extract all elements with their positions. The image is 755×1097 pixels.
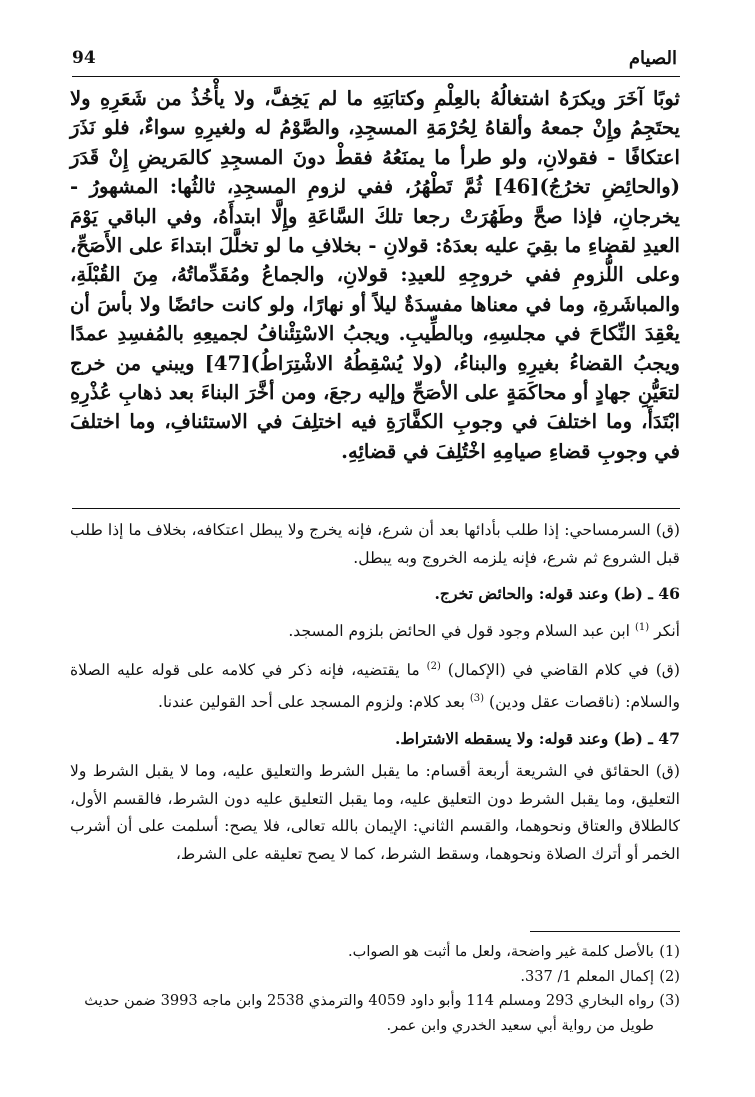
footnote-ref[interactable]: (2) [426,661,441,673]
footnote-text: إكمال المعلم 1/ 337. [520,967,654,985]
main-paragraph: ثوبًا آخَرَ ويكرَهُ اشتغالُهُ بالعِلْمِ وكتابَتِهِ ما لم يَخِفَّ، ولا يأْخُذُ من شَعَرِهِ ولا يحتَجِمُ وإِنْ جمعهُ وألقاهُ لِحُرْمَةِ المسجِدِ، والصَّوْمُ له ولغيرِهِ سواءٌ، فلو نَذَرَ اعتكافًا - فقولانِ، ولو طرأ ما يمنَعُهُ فقطْ دونَ المسجِدِ كالمَريضِ إِنْ قَدَرَ (والحائِضِ تخرُجُ)[46] ثُمَّ تَطْهُرُ، ففي لزومِ المسجِدِ، ثالثُها: المشهورُ - يخرجانِ، فإذا صحَّ وطَهُرَتْ رجعا تلكَ السَّاعَةِ وإِلَّا ابتدأَهُ، وفي الباقي يَوْمَ العيدِ لقضاءِ ما بقِيَ عليه بعدَهُ: قولانِ - بخلافِ ما لو تخلَّلَ ابتداءَ على الأَصَحِّ، وعلى اللُّزومِ ففي خروجِهِ للعيدِ: قولانِ، والجماعُ ومُقَدِّماتُهُ، مِنَ القُبْلَةِ، والمباشَرةِ، وما في معناها مفسدَةٌ ليلاً أو نهارًا، ولو كانت حائضًا ولا بأسَ أن يعْقِدَ النِّكاحَ في مجلسِهِ، وبالطِّيبِ. ويجبُ الاسْتِئْنافُ لجميعِهِ بالمُفسِدِ عمدًا ويجبُ القضاءُ بغيرِهِ والبناءُ، (ولا يُسْقِطُهُ الاشْتِرَاطُ)[47] ويبني من خرج لتعَيُّنِ جهادٍ أو محاكَمَةٍ على الأصَحِّ وإليه رجعَ، ومن أخَّرَ البناءَ بعد ذهابِ عُذْرِهِ ابْتَدَأَ، وما اختلفَ في وجوبِ الكفَّارَةِ فيه اختلِفَ في الاستئنافِ، وما اختلفَ في وجوبِ قضاءِ صيامِهِ اخْتُلِفَ في قضائِهِ. [70,87,680,463]
main-text [70,84,680,466]
footnote-number: (1) [659,943,680,960]
commentary-text: ما يقتضيه، فإنه ذكر في كلامه على قوله عليه الصلاة والسلام: (ناقصات عقل ودين) [70,661,680,712]
page-header [72,48,677,74]
commentary-text: (ق) في كلام القاضي في (الإكمال) [447,661,680,680]
footnote-ref[interactable]: (1) [634,621,650,633]
commentary-text: بعد كلام: ولزوم المسجد على أحد القولين عندنا. [157,693,470,712]
footnote-separator [530,931,680,932]
footnote-text: رواه البخاري 293 ومسلم 114 وأبو داود 4059 والترمذي 2538 وابن ماجه 3993 ضمن حديث طويل من رواية أبي سعيد الخدري وابن عمر. [84,992,654,1034]
header-rule [72,76,680,77]
commentary-text: ابن عبد السلام وجود قول في الحائض بلزوم المسجد. [288,621,635,640]
footnote-1 [70,940,680,965]
footnote-2 [70,965,680,990]
footnote-text: بالأصل كلمة غير واضحة، ولعل ما أثبت هو الصواب. [347,943,654,960]
footnote-number: (2) [659,967,680,985]
footnotes [70,940,680,1038]
commentary-heading-46: 46 ـ (ط) وعند قوله: والحائض تخرج. [434,584,680,603]
commentary-text: أنكر [654,621,680,640]
commentary [70,517,680,876]
running-title: الصيام [628,48,677,69]
footnote-ref[interactable]: (3) [469,692,485,704]
commentary-separator [72,508,680,509]
footnote-number: (3) [659,992,680,1009]
page-number: 94 [72,48,96,68]
commentary-paragraph [70,614,680,646]
commentary-paragraph [70,653,680,716]
commentary-paragraph: (ق) الحقائق في الشريعة أربعة أقسام: ما يقبل الشرط والتعليق عليه، وما لا يقبل الشرط ولا التعليق، وما يقبل الشرط دون التعليق عليه، وما يقبل التعليق عليه دون الشرط، فالقسم الأول، كالطلاق والعتاق ونحوهما، والقسم الثاني: الإيمان بالله تعالى، فلا يصح: أسلمت على أن أشرب الخمر أو أترك الصلاة ونحوهما، وسقط الشرط، كما لا يصح تعليقه على الشرط، [70,762,680,863]
footnote-3 [70,989,680,1038]
commentary-paragraph: (ق) السرمساحي: إذا طلب بأدائها بعد أن شرع، فإنه يخرج ولا يبطل اعتكافه، بخلاف ما إذا طلب قبل الشروع ثم شرع، فإنه يلزمه الخروج وبه يبطل. [70,521,680,567]
commentary-heading-47: 47 ـ (ط) وعند قوله: ولا يسقطه الاشتراط. [394,728,680,748]
